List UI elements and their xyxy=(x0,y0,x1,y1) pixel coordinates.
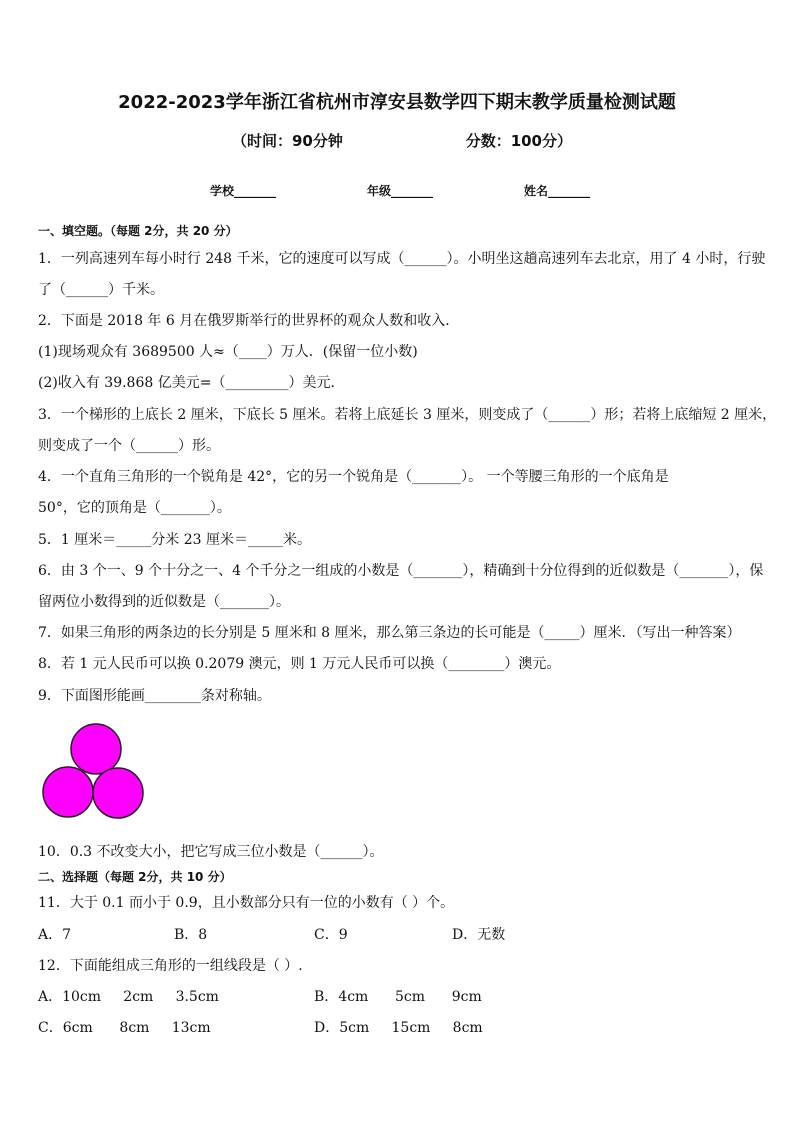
question-line: 7．如果三角形的两条边的长分别是 5 厘米和 8 厘米，那么第三条边的长可能是（_____）厘米．（写出一种答案） xyxy=(38,625,741,641)
circle-bottom-right xyxy=(93,768,143,818)
page-title: 2022-2023学年浙江省杭州市淳安县数学四下期末教学质量检测试题 xyxy=(118,92,676,113)
exam-score: 分数：100分） xyxy=(465,132,572,150)
option-c: C．6cm 8cm 13cm xyxy=(38,1020,211,1036)
question-line: 则变成了一个（______）形。 xyxy=(38,438,220,454)
option-b: B．4cm 5cm 9cm xyxy=(314,989,482,1005)
option-c: C．9 xyxy=(314,927,348,943)
question-line: 4．一个直角三角形的一个锐角是 42°，它的另一个锐角是（_______）。 一个等腰三角形的一个底角是 xyxy=(38,469,669,485)
section-heading-fill-in: 一、填空题。（每题 2分，共 20 分） xyxy=(38,224,238,238)
school-field: 学校_______ xyxy=(210,184,277,198)
question-line: 10．0.3 不改变大小，把它写成三位小数是（______）。 xyxy=(38,844,384,860)
option-d: D．5cm 15cm 8cm xyxy=(314,1020,483,1036)
option-a: A．10cm 2cm 3.5cm xyxy=(38,989,219,1005)
question-line: 5．1 厘米＝_____分米 23 厘米＝_____米。 xyxy=(38,532,311,548)
option-d: D．无数 xyxy=(452,927,506,943)
question-line: 50°，它的顶角是（_______）。 xyxy=(38,500,231,516)
question-line: 11．大于 0.1 而小于 0.9，且小数部分只有一位的小数有（ ）个。 xyxy=(38,895,455,911)
question-line: 3．一个梯形的上底长 2 厘米，下底长 5 厘米。若将上底延长 3 厘米，则变成了（______）形；若将上底缩短 2 厘米， xyxy=(38,407,777,423)
circle-top xyxy=(71,724,121,774)
question-line: 了（______）千米。 xyxy=(38,282,164,298)
question-line: 2．下面是 2018 年 6 月在俄罗斯举行的世界杯的观众人数和收入． xyxy=(38,313,460,329)
question-line: 9．下面图形能画________条对称轴。 xyxy=(38,688,271,704)
name-field: 姓名_______ xyxy=(523,184,590,198)
question-line: 1．一列高速列车每小时行 248 千米，它的速度可以写成（______）。小明坐这趟高速列车去北京，用了 4 小时，行驶 xyxy=(38,251,766,267)
question-line: (1)现场观众有 3689500 人≈（____）万人．(保留一位小数) xyxy=(38,344,418,360)
grade-field: 年级_______ xyxy=(366,184,433,198)
exam-time: （时间：90分钟 xyxy=(232,132,343,150)
question-line: 8．若 1 元人民币可以换 0.2079 澳元，则 1 万元人民币可以换（________）澳元。 xyxy=(38,656,561,672)
question-line: 留两位小数得到的近似数是（_______）。 xyxy=(38,594,290,610)
question-line: (2)收入有 39.868 亿美元=（_________）美元． xyxy=(38,375,345,391)
three-circles-figure xyxy=(40,722,150,822)
question-line: 6．由 3 个一、9 个十分之一、4 个千分之一组成的小数是（_______），精确到十分位得到的近似数是（_______），保 xyxy=(38,563,764,579)
student-info xyxy=(210,182,590,199)
circle-bottom-left xyxy=(43,767,93,817)
option-b: B．8 xyxy=(174,927,208,943)
question-line: 12．下面能组成三角形的一组线段是（ ）. xyxy=(38,958,303,974)
exam-meta xyxy=(232,130,572,151)
option-a: A．7 xyxy=(38,927,72,943)
section-heading-choice: 二、选择题（每题 2分，共 10 分） xyxy=(38,870,232,884)
